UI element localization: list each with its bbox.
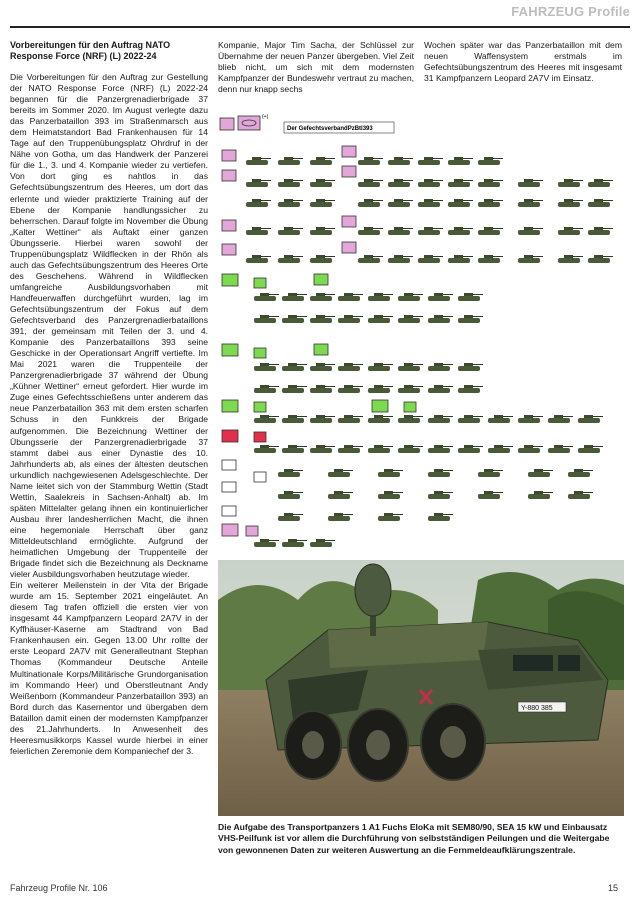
vehicle-silhouette xyxy=(478,227,503,235)
vehicle-silhouette xyxy=(278,513,303,521)
vehicle-silhouette xyxy=(448,255,473,263)
vehicle-silhouette xyxy=(588,227,613,235)
vehicle-silhouette xyxy=(548,445,573,453)
vehicle-silhouette xyxy=(282,315,307,323)
vehicle-silhouette xyxy=(398,385,423,393)
vehicle-silhouette xyxy=(568,469,593,477)
vehicle-silhouette xyxy=(518,445,543,453)
vehicle-silhouette xyxy=(378,469,403,477)
vehicle-silhouette xyxy=(368,445,393,453)
vehicle-silhouette xyxy=(278,179,303,187)
vehicle-silhouette xyxy=(398,363,423,371)
vehicle-silhouette xyxy=(278,469,303,477)
vehicle-silhouette xyxy=(518,199,543,207)
vehicle-silhouette xyxy=(448,199,473,207)
vehicle-silhouette xyxy=(328,513,353,521)
engineer-symbols xyxy=(222,430,266,442)
vehicle-silhouette xyxy=(368,315,393,323)
unit-size-marker: (+) xyxy=(262,114,269,120)
vehicle-silhouette xyxy=(282,363,307,371)
vehicle-silhouette xyxy=(368,363,393,371)
vehicle-silhouette xyxy=(278,157,303,165)
vehicle-silhouette xyxy=(478,157,503,165)
vehicle-silhouette xyxy=(338,315,363,323)
vehicle-silhouette xyxy=(246,227,271,235)
vehicle-silhouette xyxy=(246,199,271,207)
header-rule xyxy=(10,26,630,28)
vehicle-silhouette xyxy=(478,255,503,263)
vehicle-silhouette xyxy=(368,415,393,423)
vehicle-silhouette xyxy=(278,227,303,235)
vehicle-silhouettes xyxy=(246,157,613,547)
vehicle-silhouette xyxy=(558,199,583,207)
vehicle-silhouette xyxy=(428,293,453,301)
vehicle-silhouette xyxy=(588,199,613,207)
article-column-3 xyxy=(424,40,622,84)
vehicle-silhouette xyxy=(358,227,383,235)
vehicle-silhouette xyxy=(388,227,413,235)
vehicle-silhouette xyxy=(528,491,553,499)
vehicle-silhouette xyxy=(278,491,303,499)
vehicle-silhouette xyxy=(246,179,271,187)
vehicle-silhouette xyxy=(458,415,483,423)
vehicle-silhouette xyxy=(578,445,603,453)
vehicle-silhouette xyxy=(478,491,503,499)
vehicle-silhouette xyxy=(588,255,613,263)
vehicle-silhouette xyxy=(338,385,363,393)
vehicle-silhouette xyxy=(310,179,335,187)
vehicle-silhouette xyxy=(478,179,503,187)
vehicle-silhouette xyxy=(568,491,593,499)
vehicle-silhouette xyxy=(418,227,443,235)
article-column-2 xyxy=(218,40,414,95)
vehicle-silhouette xyxy=(378,513,403,521)
vehicle-photo xyxy=(218,560,624,816)
article-column-1 xyxy=(10,40,208,757)
vehicle-silhouette xyxy=(338,445,363,453)
vehicle-silhouette xyxy=(428,445,453,453)
vehicle-silhouette xyxy=(358,255,383,263)
vehicle-silhouette xyxy=(398,293,423,301)
vehicle-silhouette xyxy=(398,415,423,423)
page-header xyxy=(0,0,640,22)
vehicle-silhouette xyxy=(418,199,443,207)
vehicle-silhouette xyxy=(418,255,443,263)
vehicle-silhouette xyxy=(246,255,271,263)
publication-issue: Fahrzeug Profile Nr. 106 xyxy=(10,883,108,893)
vehicle-silhouette xyxy=(328,469,353,477)
vehicle-silhouette xyxy=(458,445,483,453)
vehicle-silhouette xyxy=(458,363,483,371)
vehicle-silhouette xyxy=(448,227,473,235)
vehicle-silhouette xyxy=(310,415,335,423)
vehicle-silhouette xyxy=(548,415,573,423)
vehicle-silhouette xyxy=(254,293,279,301)
vehicle-silhouette xyxy=(310,227,335,235)
vehicle-silhouette xyxy=(282,293,307,301)
article-paragraph-1: Die Vorbereitungen für den Auftrag zur Gestellung der NATO Response Force (NRF) (L) 2022-24 begannen für die Panzergrenadierbrigade 37 bereits im Sommer 2020. Im August verlegte dazu das Panzerbataillon 393 im Straßenmarsch aus dem Heimatstandort Bad Frankenhausen für 14 Tage auf den Truppenübungsplatz Ohrdruf in der Nähe von Gotha, um das Handwerk der Panzerei für die 1., 3. und 4. Kompanie wieder zu vertiefen. Von dort ging es nahtlos in das Gefechtsübungszentrum des Heeres, um dort das erlernte und wieder praktizierte Training auf der Ebene der Kompanie handlungssicher zu beherrschen. Darauf folgte im November die Übung „Kalter Wettiner“ als Auftakt einer ganzen Übungsserie. Hierbei waren sowohl der Truppenübungsplatz Wildflecken in der Rhön als auch das Gefechtsübungszentrum des Heeres Orte des Geschehens. Während in Wildflecken umfangreiche Ausbildungsvorhaben mit Handfeuerwaffen durchgeführt wurden, lag im Gefechtsübungszentrum der Fokus auf dem Gefechtsverband des Panzergrenadierbataillons 391, der gemeinsam mit Teilen der 3. und 4. Kompanie des Panzerbataillons 393 seine Geschicke in der Operationsart Angriff vertiefte. Im Mai 2021 waren die Truppenteile der Panzergrenadierbrigade 37 während der Übung „Kühner Wettiner“ erneut gefordert. Hier wurde im Zuge eines Gefechtsschießens unter anderem das neue Panzerbataillon 363 mit dem ersten scharfen Schuss in den Funkkreis der Brigade aufgenommen. Die Bezeichnung Wettiner der Übungsserie der Panzergrenadierbrigade 37 stammt dabei aus einer Dynastie des 10. Jahrhunderts ab, als eines der ältesten deutschen urkundlich nachgewiesenen Adelsgeschlechte. Der Name leitet sich von der Stammburg Wettin (Stadt Wettin, Saalekreis in Sachsen-Anhalt) ab. Im späten Mittelalter gelang ihnen ein kontinuierlicher Ausbau ihrer landesherrlichen Macht, die ihnen eine hegemoniale Herrschaft über ganz Mitteldeutschland ermöglichte. Aufgrund der heimatlichen Umgebung der Truppenteile der Brigade findet sich die Bezeichnung als Deckname vieler Ausbildungsvorhaben heutzutage wieder. xyxy=(10,72,208,580)
vehicle-silhouette xyxy=(428,513,453,521)
vehicle-silhouette xyxy=(310,445,335,453)
vehicle-silhouette xyxy=(338,415,363,423)
vehicle-silhouette xyxy=(358,157,383,165)
diagram-title: Der GefechtsverbandPzBtl393 xyxy=(287,126,373,132)
vehicle-silhouette xyxy=(578,415,603,423)
article-paragraph-2: Ein weiterer Meilenstein in der Vita der Brigade wurde am 15. September 2021 eingeläutet. An diesem Tag trafen offiziell die ersten vier von insgesamt 44 Kampfpanzern Leopard 2A7V in der Kyffhäuser-Kaserne am Stadtrand von Bad Frankenhausen ein. Gegen 13.00 Uhr rollte der erste Leopard 2A7V mit Generalleutnant Stephan Thomas (Kommandeur Deutsche Anteile Multinationale Korps/Militärische Grundorganisation im Kommando Heer) und Oberstleutnant Andy Weißenborn (Kommandeur Panzerbataillon 393) an Bord durch das Kasernentor und übergaben dem Bataillon damit einen der modernsten Kampfpanzer des 21.Jahrhunderts. In Anwesenheit des Heeresmusikkorps Kassel wurde hierbei in einer feierlichen Zeremonie dem Kompaniechef der 3. xyxy=(10,580,208,756)
vehicle-silhouette xyxy=(310,157,335,165)
vehicle-silhouette xyxy=(388,255,413,263)
vehicle-silhouette xyxy=(488,445,513,453)
vehicle-silhouette xyxy=(518,415,543,423)
vehicle-silhouette xyxy=(418,157,443,165)
vehicle-silhouette xyxy=(428,385,453,393)
vehicle-silhouette xyxy=(310,385,335,393)
vehicle-silhouette xyxy=(358,199,383,207)
article-paragraph-4: Wochen später war das Panzerbataillon mit dem neuen Waffensystem erstmals im Gefechtsübungszentrum des Heeres mit insgesamt 31 Kampfpanzern Leopard 2A7V im Einsatz. xyxy=(424,40,622,84)
vehicle-silhouette xyxy=(278,199,303,207)
vehicle-silhouette xyxy=(458,385,483,393)
vehicle-silhouette xyxy=(338,293,363,301)
vehicle-silhouette xyxy=(388,179,413,187)
article-paragraph-3: Kompanie, Major Tim Sacha, der Schlüssel zur Übernahme der neuen Panzer übergeben. Viel Zeit blieb nicht, um sich mit dem modernsten Kampfpanzer der Bundeswehr vertraut zu machen, denn nur knapp sechs xyxy=(218,40,414,95)
vehicle-silhouette xyxy=(518,179,543,187)
license-plate-text: Y-880 385 xyxy=(521,705,553,712)
battalion-symbol xyxy=(220,114,269,130)
vehicle-silhouette xyxy=(428,363,453,371)
vehicle-silhouette xyxy=(428,469,453,477)
vehicle-silhouette xyxy=(358,179,383,187)
support-symbols xyxy=(222,460,266,536)
vehicle-silhouette xyxy=(398,445,423,453)
vehicle-silhouette xyxy=(246,157,271,165)
vehicle-silhouette xyxy=(254,415,279,423)
vehicle-silhouette xyxy=(478,469,503,477)
vehicle-silhouette xyxy=(368,385,393,393)
vehicle-silhouette xyxy=(310,293,335,301)
vehicle-silhouette xyxy=(282,385,307,393)
vehicle-silhouette xyxy=(558,179,583,187)
vehicle-silhouette xyxy=(254,539,279,547)
vehicle-silhouette xyxy=(528,469,553,477)
vehicle-silhouette xyxy=(458,293,483,301)
vehicle-silhouette xyxy=(378,491,403,499)
vehicle-silhouette xyxy=(388,199,413,207)
article-heading: Vorbereitungen für den Auftrag NATO Response Force (NRF) (L) 2022-24 xyxy=(10,40,171,61)
vehicle-silhouette xyxy=(328,491,353,499)
vehicle-silhouette xyxy=(254,363,279,371)
vehicle-silhouette xyxy=(488,415,513,423)
vehicle-silhouette xyxy=(338,363,363,371)
vehicle-silhouette xyxy=(558,255,583,263)
vehicle-silhouette xyxy=(254,385,279,393)
page-number: 15 xyxy=(607,883,618,893)
vehicle-silhouette xyxy=(398,315,423,323)
vehicle-silhouette xyxy=(448,179,473,187)
order-of-battle-svg xyxy=(218,112,624,556)
vehicle-silhouette xyxy=(310,363,335,371)
vehicle-silhouette xyxy=(310,255,335,263)
photo-caption: Die Aufgabe des Transportpanzers 1 A1 Fuchs EloKa mit SEM80/90, SEA 15 kW und Einbausatz VHS-Peilfunk ist vor allem die Durchführung von selbstständigen Peilungen und die Weitergabe von gewonnenen Daten zur weiteren Auswertung an die Fernmeldeaufklärungszentrale. xyxy=(218,822,610,855)
vehicle-silhouette xyxy=(388,157,413,165)
vehicle-silhouette xyxy=(428,491,453,499)
vehicle-silhouette xyxy=(478,199,503,207)
vehicle-silhouette xyxy=(558,227,583,235)
vehicle-silhouette xyxy=(418,179,443,187)
vehicle-silhouette xyxy=(518,227,543,235)
vehicle-silhouette xyxy=(518,255,543,263)
vehicle-silhouette xyxy=(310,315,335,323)
vehicle-silhouette xyxy=(254,445,279,453)
magazine-title: FAHRZEUG Profile xyxy=(511,4,630,19)
vehicle-silhouette xyxy=(282,415,307,423)
vehicle-silhouette xyxy=(282,445,307,453)
vehicle-silhouette xyxy=(458,315,483,323)
vehicle-silhouette xyxy=(428,315,453,323)
vehicle-silhouette xyxy=(254,315,279,323)
vehicle-silhouette xyxy=(282,539,307,547)
vehicle-silhouette xyxy=(310,199,335,207)
order-of-battle-diagram xyxy=(218,112,624,556)
vehicle-silhouette xyxy=(368,293,393,301)
fuchs-photo-svg xyxy=(218,560,624,816)
vehicle-silhouette xyxy=(278,255,303,263)
vehicle-silhouette xyxy=(428,415,453,423)
vehicle-silhouette xyxy=(448,157,473,165)
vehicle-silhouette xyxy=(588,179,613,187)
vehicle-silhouette xyxy=(310,539,335,547)
